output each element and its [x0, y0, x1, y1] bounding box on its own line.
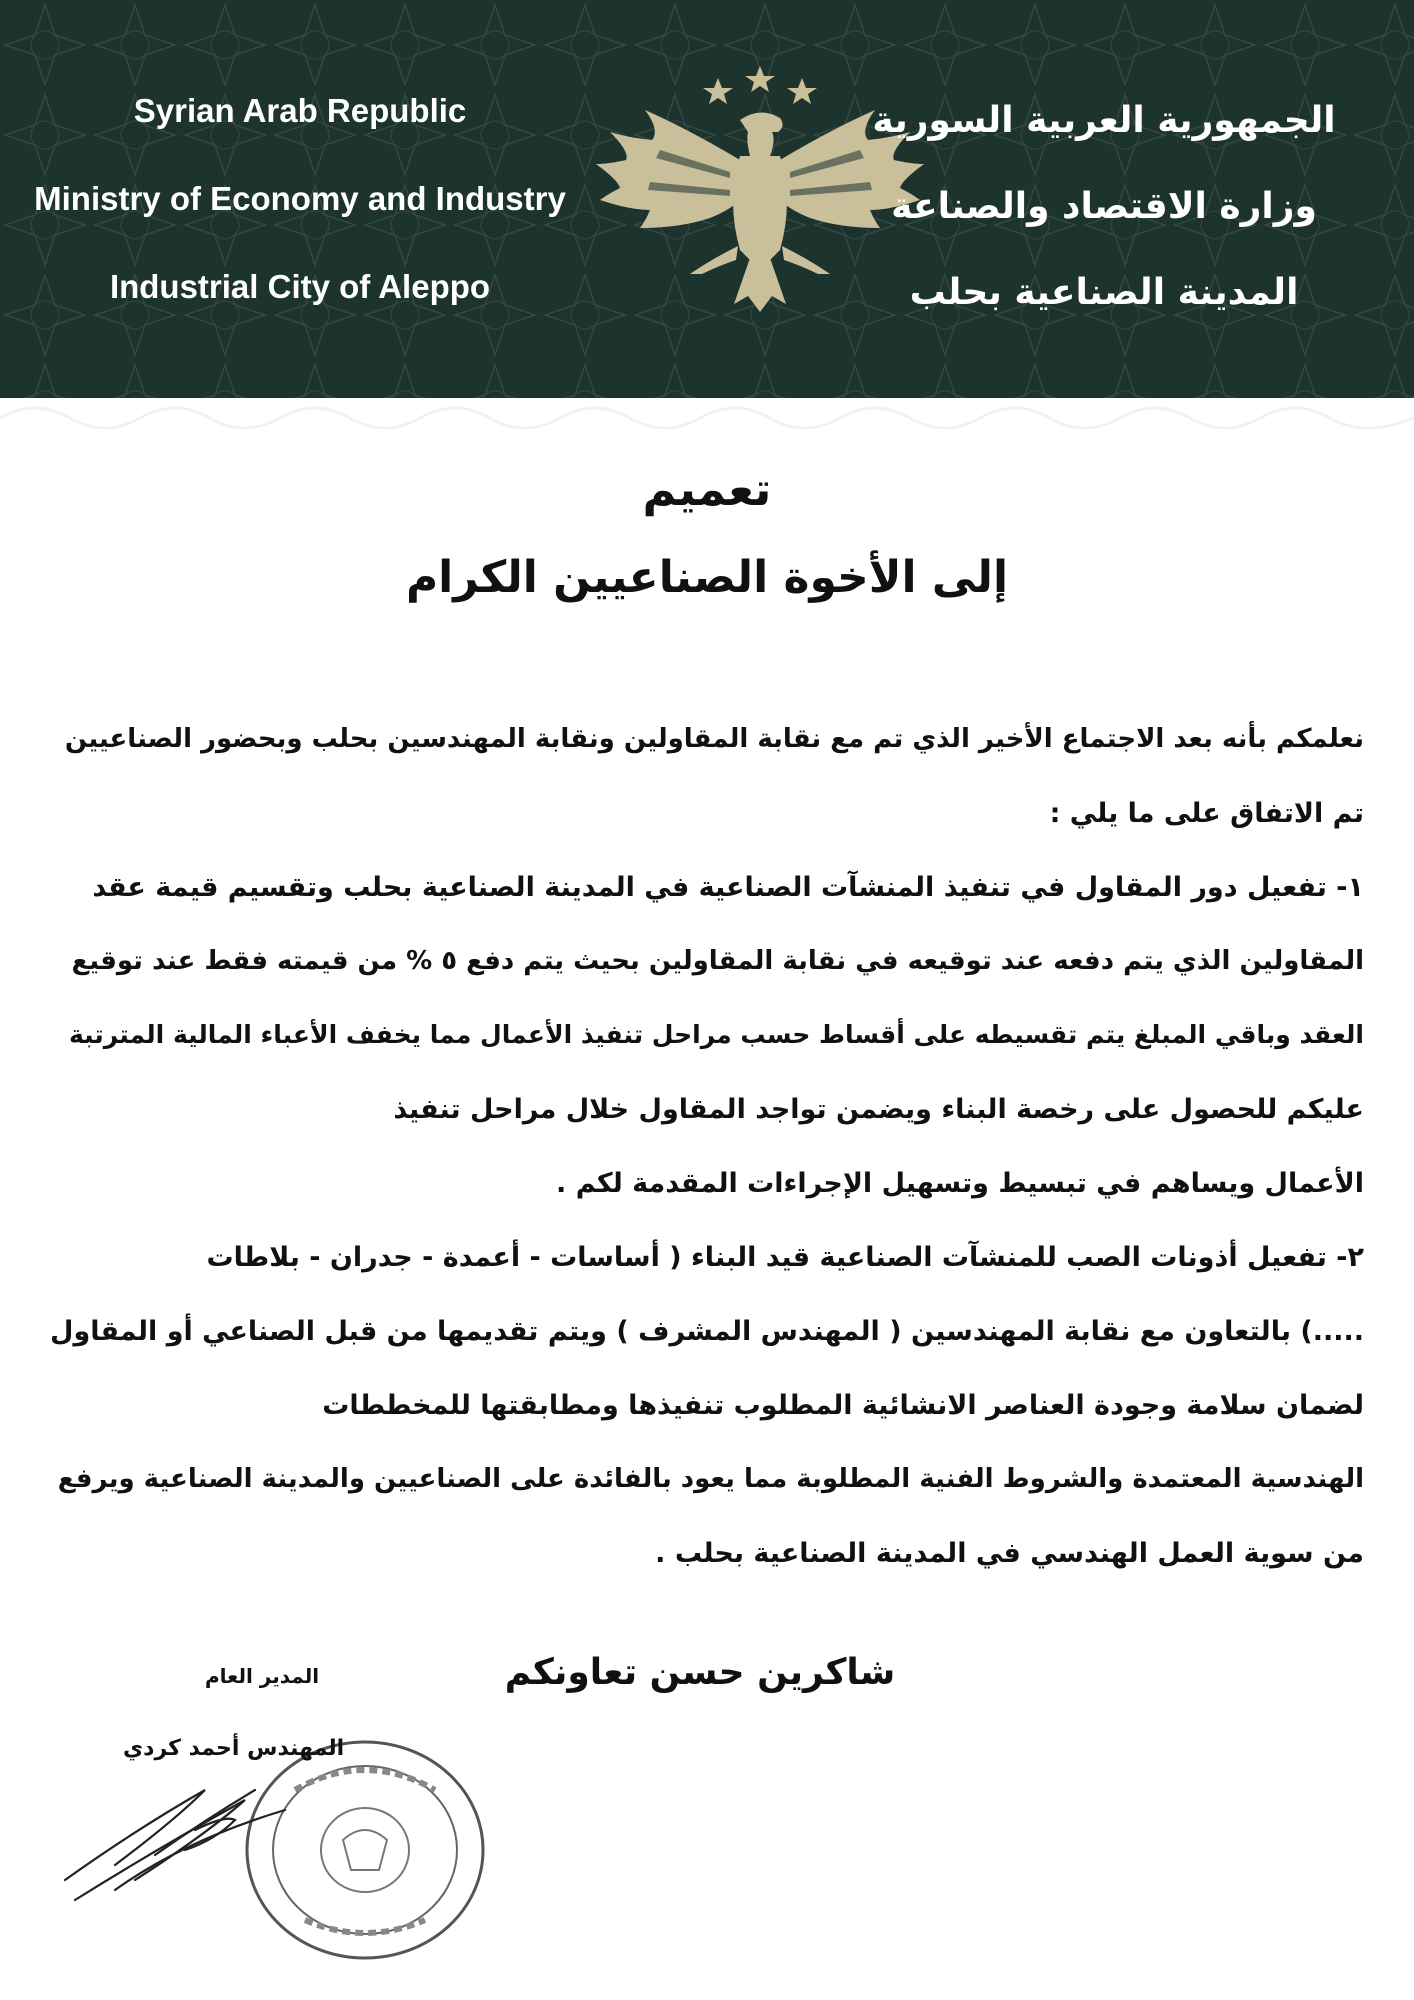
body-line: الهندسية المعتمدة والشروط الفنية المطلوبة مما يعود بالفائدة على الصناعيين والمدينة الصناعية ويرفع — [57, 1464, 1364, 1494]
header-ar-country: الجمهورية العربية السورية — [872, 100, 1336, 141]
signature-graphics — [55, 1650, 495, 1990]
header-ar-city: المدينة الصناعية بحلب — [909, 272, 1299, 313]
body-line: عليكم للحصول على رخصة البناء ويضمن تواجد المقاول خلال مراحل تنفيذ — [393, 1094, 1364, 1125]
body-line: ١- تفعيل دور المقاول في تنفيذ المنشآت الصناعية في المدينة الصناعية بحلب وتقسيم قيمة عقد — [92, 872, 1364, 903]
circular-addressee: إلى الأخوة الصناعيين الكرام — [405, 552, 1009, 603]
header-en-ministry: Ministry of Economy and Industry — [34, 180, 566, 217]
body-line: تم الاتفاق على ما يلي : — [1049, 798, 1364, 829]
signatory-title: المدير العام — [205, 1664, 320, 1688]
body-line: المقاولين الذي يتم دفعه عند توقيعه في نقابة المقاولين بحيث يتم دفع ٥ % من قيمته فقط عند توقيع — [71, 946, 1364, 976]
header-en-city: Industrial City of Aleppo — [109, 268, 491, 305]
body-line: ٢- تفعيل أذونات الصب للمنشآت الصناعية قيد البناء ( أساسات - أعمدة - جدران - بلاطات — [206, 1242, 1364, 1273]
signatory-name: المهندس أحمد كردي — [123, 1736, 345, 1761]
letterhead-band — [0, 0, 1414, 398]
body-line: لضمان سلامة وجودة العناصر الانشائية المطلوب تنفيذها ومطابقتها للمخططات — [322, 1390, 1364, 1421]
header-en-country: Syrian Arab Republic — [133, 92, 467, 129]
body-line: العقد وباقي المبلغ يتم تقسيطه على أقساط حسب مراحل تنفيذ الأعمال مما يخفف الأعباء المالية المترتبة — [69, 1020, 1364, 1049]
decorative-border — [0, 398, 1414, 438]
body-line: من سوية العمل الهندسي في المدينة الصناعية بحلب . — [655, 1538, 1364, 1569]
header-ar-ministry: وزارة الاقتصاد والصناعة — [891, 186, 1317, 227]
body-line: نعلمكم بأنه بعد الاجتماع الأخير الذي تم مع نقابة المقاولين ونقابة المهندسين بحلب وبحضور الصناعيين — [64, 724, 1364, 754]
official-stamp-icon — [247, 1742, 483, 1958]
body-line: الأعمال ويساهم في تبسيط وتسهيل الإجراءات المقدمة لكم . — [556, 1168, 1364, 1199]
signature-block — [55, 1650, 495, 1990]
circular-title: تعميم — [642, 462, 772, 516]
closing-thanks: شاكرين حسن تعاونكم — [504, 1652, 896, 1693]
body-line: .....) بالتعاون مع نقابة المهندسين ( المهندس المشرف ) ويتم تقديمها من قبل الصناعي أو المقاول — [50, 1316, 1364, 1347]
